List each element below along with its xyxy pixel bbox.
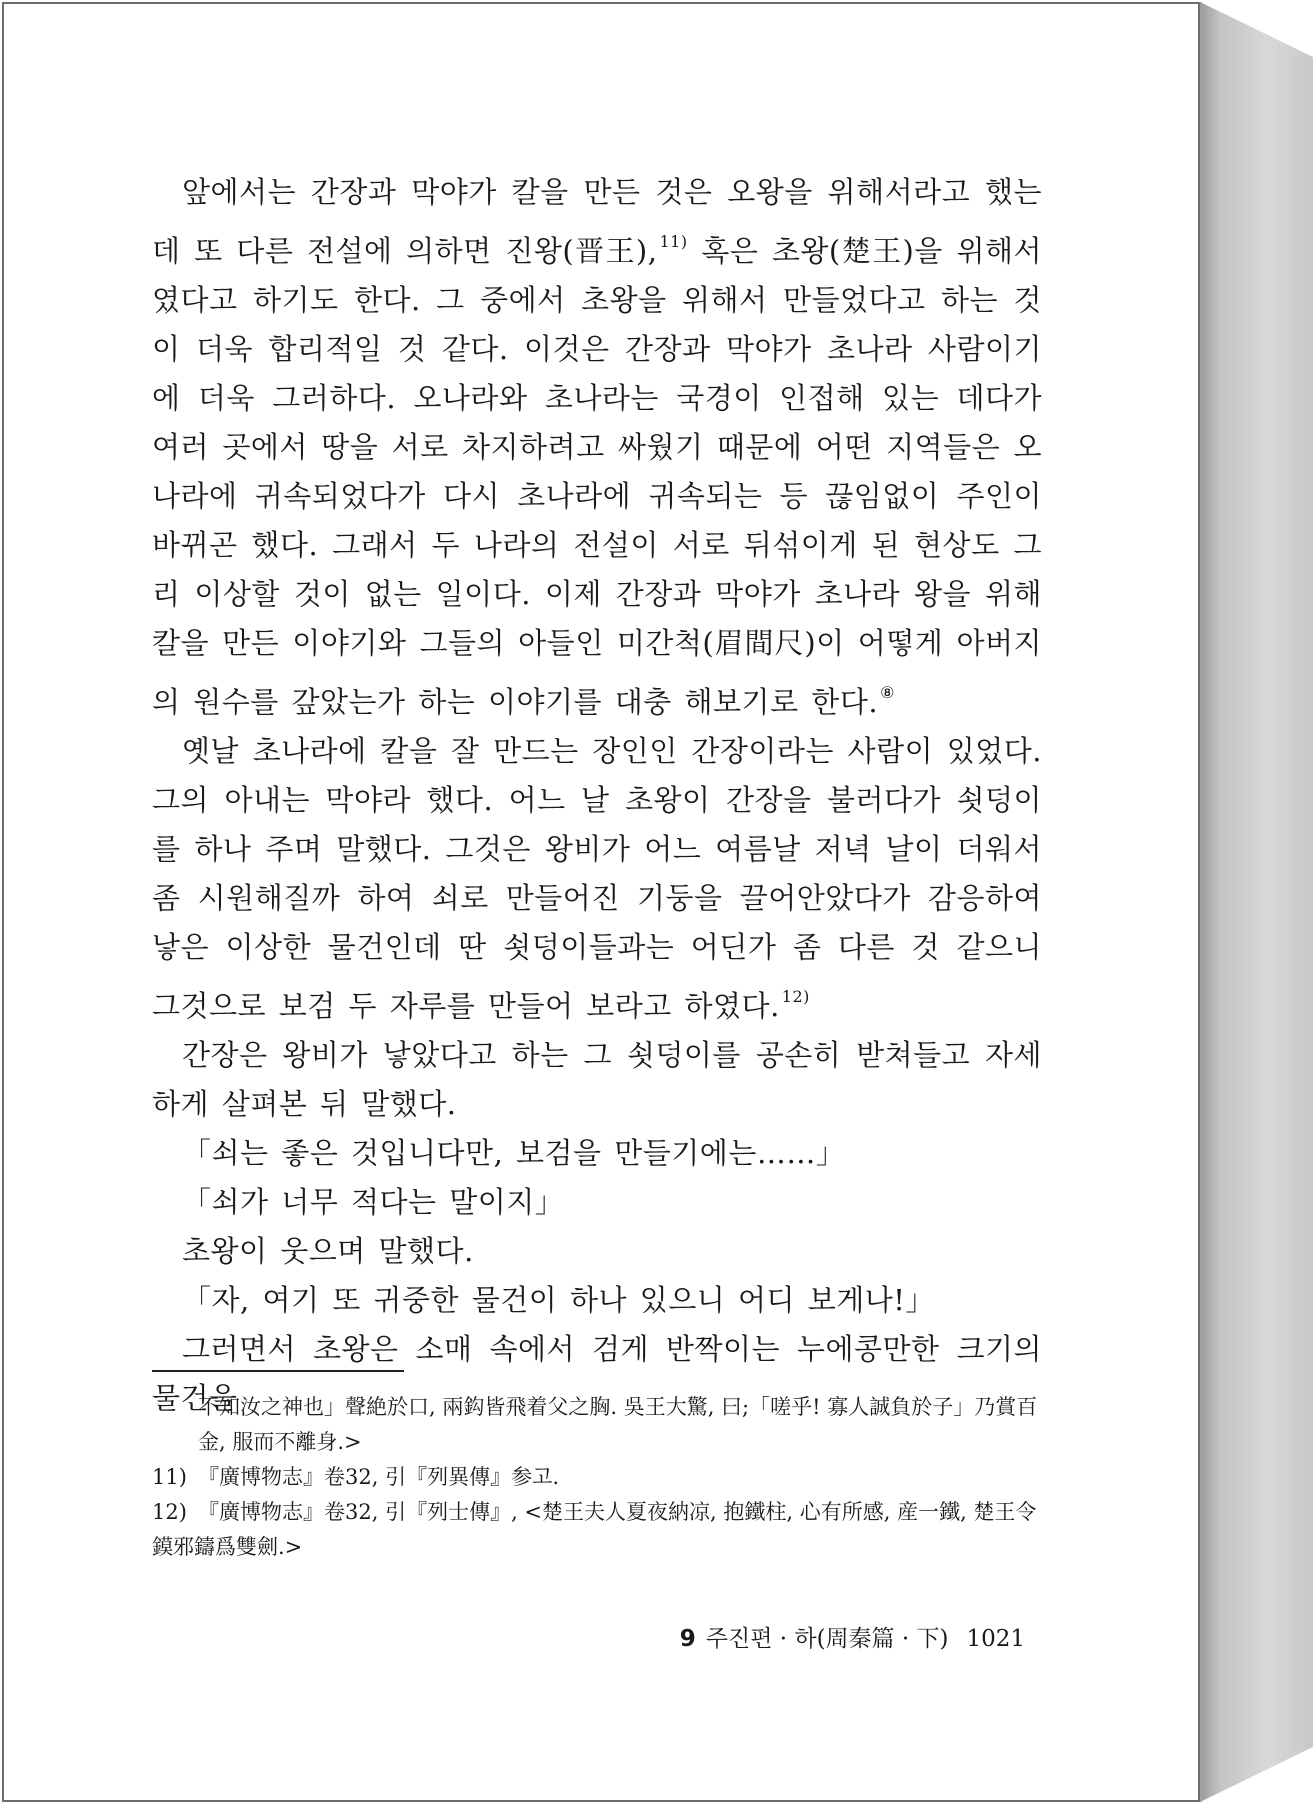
footnote-ref: 12) xyxy=(781,987,810,1006)
paragraph-text: 앞에서는 간장과 막야가 칼을 만든 것은 오왕을 위해서라고 했는데 또 다른 전설에 의하면 진왕(晋王), xyxy=(152,175,1042,268)
paragraph xyxy=(152,727,1042,1031)
paragraph: 초왕이 웃으며 말했다. xyxy=(182,1234,474,1268)
dialogue-line: 「쇠는 좋은 것입니다만, 보검을 만들기에는……」 xyxy=(182,1136,846,1170)
page-number: 1021 xyxy=(966,1626,1025,1652)
footnote-text: 『廣博物志』卷32, 引『列異傳』参고. xyxy=(198,1465,560,1489)
body-text xyxy=(152,168,1042,1423)
paragraph-text: 혹은 초왕(楚王)을 위해서였다고 하기도 한다. 그 중에서 초왕을 위해서 만들었다고 하는 것이 더욱 합리적일 것 같다. 이것은 간장과 막야가 초나라 사람이기에 더욱 그러하다. 오나라와 초나라는 국경이 인접해 있는 데다가 여러 곳에서 땅을 서로 차지하려고 싸웠기 때문에 어떤 지역들은 오나라에 귀속되었다가 다시 초나라에 귀속되는 등 끊임없이 주인이 바뀌곤 했다. 그래서 두 나라의 전설이 서로 뒤섞이게 된 현상도 그리 이상할 것이 없는 일이다. 이제 간장과 막야가 초나라 왕을 위해 칼을 만든 이야기와 그들의 아들인 미간척(眉間尺)이 어떻게 아버지의 원수를 갚았는가 하는 이야기를 대충 해보기로 한다. xyxy=(152,234,1042,719)
footnote-item xyxy=(152,1460,1042,1495)
footnote-item xyxy=(152,1495,1042,1565)
footnote-text: 『廣博物志』卷32, 引『列士傳』, <楚王夫人夏夜納凉, 抱鐵柱, 心有所感, 産一鐵, 楚王令鏌邪鑄爲雙劍.> xyxy=(152,1500,1037,1559)
annotation-mark: ⑧ xyxy=(880,683,895,702)
chapter-title: 주진편 · 하(周秦篇 · 下) xyxy=(705,1626,949,1652)
paragraph: 그러면서 초왕은 소매 속에서 검게 반짝이는 누에콩만한 크기의 물건을 xyxy=(152,1332,1042,1415)
dialogue-line: 「쇠가 너무 적다는 말이지」 xyxy=(182,1185,565,1219)
footnote-divider xyxy=(152,1370,404,1372)
paragraph-text: 옛날 초나라에 칼을 잘 만드는 장인인 간장이라는 사람이 있었다. 그의 아내는 막야라 했다. 어느 날 초왕이 간장을 불러다가 쇳덩이를 하나 주며 말했다. 그것은 왕비가 어느 여름날 저녁 날이 더워서 좀 시원해질까 하여 쇠로 만들어진 기둥을 끌어안았다가 감응하여 낳은 이상한 물건인데 딴 쇳덩이들과는 어딘가 좀 다른 것 같으니 그것으로 보검 두 자루를 만들어 보라고 하였다. xyxy=(152,734,1042,1023)
dialogue-line: 「자, 여기 또 귀중한 물건이 하나 있으니 어디 보게나!」 xyxy=(182,1283,935,1317)
paragraph xyxy=(152,168,1042,727)
page-stack-edge xyxy=(1200,2,1313,1802)
page-footer xyxy=(680,1620,1025,1653)
paragraph: 간장은 왕비가 낳았다고 하는 그 쇳덩이를 공손히 받쳐들고 자세하게 살펴본 뒤 말했다. xyxy=(152,1038,1042,1121)
footnote-number: 12) xyxy=(152,1500,187,1524)
chapter-number: 9 xyxy=(679,1626,696,1652)
footnote-number: 11) xyxy=(152,1465,187,1489)
footnote-ref: 11) xyxy=(659,232,688,251)
footnotes xyxy=(152,1390,1042,1565)
footnote-continuation: 不知汝之神也」聲絶於口, 兩鈎皆飛着父之胸. 吳王大驚, 曰;「嗟乎! 寡人誠負於子」乃賞百金, 服而不離身.> xyxy=(198,1395,1038,1454)
